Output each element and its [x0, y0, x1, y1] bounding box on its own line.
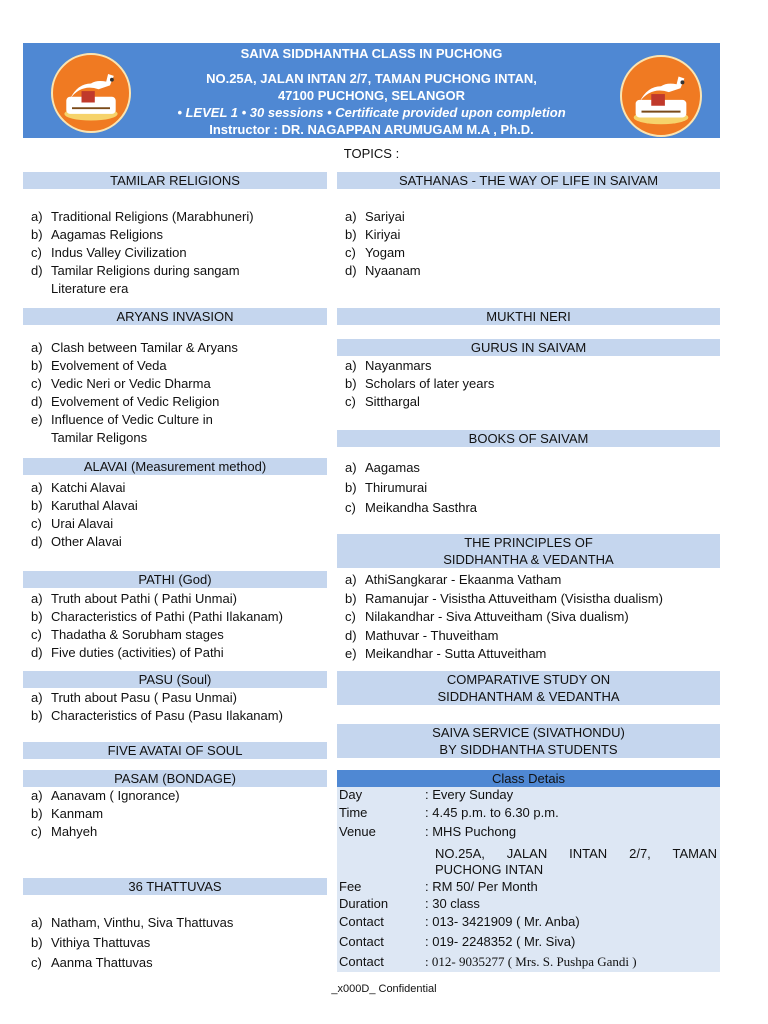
list-item: a) Truth about Pasu ( Pasu Unmai)	[31, 690, 237, 705]
instructor: Instructor : DR. NAGAPPAN ARUMUGAM M.A , Ph.D.	[209, 122, 534, 137]
list-aryans	[23, 339, 327, 447]
detail-fee: Fee : RM 50/ Per Month	[339, 879, 538, 894]
detail-duration: Duration : 30 class	[339, 896, 480, 911]
list-item: a) Natham, Vinthu, Siva Thattuvas	[31, 915, 234, 930]
address-line-1: NO.25A, JALAN INTAN 2/7, TAMAN PUCHONG INTAN,	[206, 71, 537, 86]
list-item: c) Sitthargal	[345, 394, 420, 409]
list-item: Literature era	[51, 281, 129, 296]
section-five-avatai: FIVE AVATAI OF SOUL	[23, 742, 327, 759]
class-details-panel	[337, 787, 720, 972]
list-item: b) Evolvement of Veda	[31, 358, 167, 373]
list-item: a) Truth about Pathi ( Pathi Unmai)	[31, 591, 237, 606]
section-title-line: BY SIDDHANTHA STUDENTS	[439, 742, 618, 757]
section-tamilar-religions: TAMILAR RELIGIONS	[23, 172, 327, 189]
section-mukthi-neri: MUKTHI NERI	[337, 308, 720, 325]
list-item: c) Indus Valley Civilization	[31, 245, 187, 260]
topics-label: TOPICS :	[343, 146, 400, 161]
section-alavai: ALAVAI (Measurement method)	[23, 458, 327, 475]
list-item: b) Thirumurai	[345, 480, 428, 495]
list-item: a) Sariyai	[345, 209, 405, 224]
list-item: b) Ramanujar - Visistha Attuveitham (Visistha dualism)	[345, 590, 663, 606]
list-item: a) Clash between Tamilar & Aryans	[31, 340, 238, 355]
list-item: c) Thadatha & Sorubham stages	[31, 627, 224, 642]
list-item: d) Tamilar Religions during sangam	[31, 263, 240, 278]
list-item: b) Scholars of later years	[345, 376, 495, 391]
list-books	[337, 458, 720, 518]
list-item: d) Mathuvar - Thuveitham	[345, 627, 499, 643]
venue-address-line-1: NO.25A, JALAN INTAN 2/7, TAMAN	[435, 846, 717, 861]
detail-venue: Venue : MHS Puchong	[339, 824, 517, 839]
list-pasam	[23, 787, 327, 841]
list-gurus	[337, 357, 720, 411]
section-36-thattuvas: 36 THATTUVAS	[23, 878, 327, 895]
list-item: d) Five duties (activities) of Pathi	[31, 645, 224, 660]
list-item: a) Traditional Religions (Marabhuneri)	[31, 209, 254, 224]
level-info: • LEVEL 1 • 30 sessions • Certificate provided upon completion	[177, 105, 566, 120]
list-sathanas	[337, 208, 720, 280]
list-item: e) Influence of Vedic Culture in	[31, 412, 213, 427]
list-tamilar	[23, 208, 327, 298]
list-item: a) Nayanmars	[345, 358, 432, 373]
list-item: d) Nyaanam	[345, 263, 421, 278]
detail-contact-1: Contact : 013- 3421909 ( Mr. Anba)	[339, 914, 580, 929]
list-item: b) Karuthal Alavai	[31, 498, 138, 513]
list-item: d) Other Alavai	[31, 534, 122, 549]
class-details-header: Class Detais	[337, 770, 720, 787]
section-title-line: COMPARATIVE STUDY ON	[446, 672, 611, 687]
section-principles	[337, 534, 720, 568]
section-gurus: GURUS IN SAIVAM	[337, 339, 720, 356]
list-item: b) Characteristics of Pathi (Pathi Ilakanam)	[31, 609, 283, 624]
list-item: b) Kiriyai	[345, 227, 401, 242]
list-item: a) Aanavam ( Ignorance)	[31, 788, 180, 803]
list-item: a) Aagamas	[345, 460, 420, 475]
list-item: c) Vedic Neri or Vedic Dharma	[31, 376, 211, 391]
detail-contact-2: Contact : 019- 2248352 ( Mr. Siva)	[339, 934, 576, 949]
list-item: a) AthiSangkarar - Ekaanma Vatham	[345, 572, 562, 587]
section-pasam: PASAM (BONDAGE)	[23, 770, 327, 787]
list-principles	[337, 571, 720, 664]
list-item: b) Aagamas Religions	[31, 227, 164, 242]
list-item: Tamilar Religons	[51, 430, 148, 445]
class-title: SAIVA SIDDHANTHA CLASS IN PUCHONG	[240, 46, 503, 61]
section-pasu: PASU (Soul)	[23, 671, 327, 688]
address-line-2: 47100 PUCHONG, SELANGOR	[277, 88, 466, 103]
header-banner	[23, 43, 720, 138]
list-pasu	[23, 689, 327, 725]
venue-address-line-2: PUCHONG INTAN	[435, 862, 544, 877]
list-item: e) Meikandhar - Sutta Attuveitham	[345, 646, 547, 662]
footer-confidential: _x000D_ Confidential	[331, 983, 437, 995]
section-title-line: SIDDHANTHAM & VEDANTHA	[437, 689, 620, 704]
list-item: b) Vithiya Thattuvas	[31, 935, 151, 950]
list-pathi	[23, 590, 327, 662]
section-pathi: PATHI (God)	[23, 571, 327, 588]
section-title-line: SIDDHANTHA & VEDANTHA	[443, 552, 614, 567]
list-item: c) Urai Alavai	[31, 516, 114, 531]
list-alavai	[23, 479, 327, 551]
list-item: c) Yogam	[345, 245, 405, 260]
detail-contact-3: Contact : 012- 9035277 ( Mrs. S. Pushpa Gandi )	[339, 954, 637, 969]
list-item: d) Evolvement of Vedic Religion	[31, 394, 220, 409]
list-item: c) Aanma Thattuvas	[31, 955, 153, 970]
list-item: c) Nilakandhar - Siva Attuveitham (Siva dualism)	[345, 609, 629, 625]
section-sathanas: SATHANAS - THE WAY OF LIFE IN SAIVAM	[337, 172, 720, 189]
detail-time: Time : 4.45 p.m. to 6.30 p.m.	[339, 805, 559, 820]
section-comparative-study	[337, 671, 720, 705]
section-saiva-service	[337, 724, 720, 758]
section-books: BOOKS OF SAIVAM	[337, 430, 720, 447]
list-item: b) Kanmam	[31, 806, 104, 821]
list-item: a) Katchi Alavai	[31, 480, 126, 495]
list-item: b) Characteristics of Pasu (Pasu Ilakanam)	[31, 708, 283, 723]
detail-day: Day : Every Sunday	[339, 787, 514, 802]
list-item: c) Meikandha Sasthra	[345, 500, 478, 515]
list-item: c) Mahyeh	[31, 824, 98, 839]
section-aryans-invasion: ARYANS INVASION	[23, 308, 327, 325]
section-title-line: SAIVA SERVICE (SIVATHONDU)	[432, 725, 625, 740]
list-thattuvas	[23, 913, 327, 973]
section-title-line: THE PRINCIPLES OF	[464, 535, 593, 550]
